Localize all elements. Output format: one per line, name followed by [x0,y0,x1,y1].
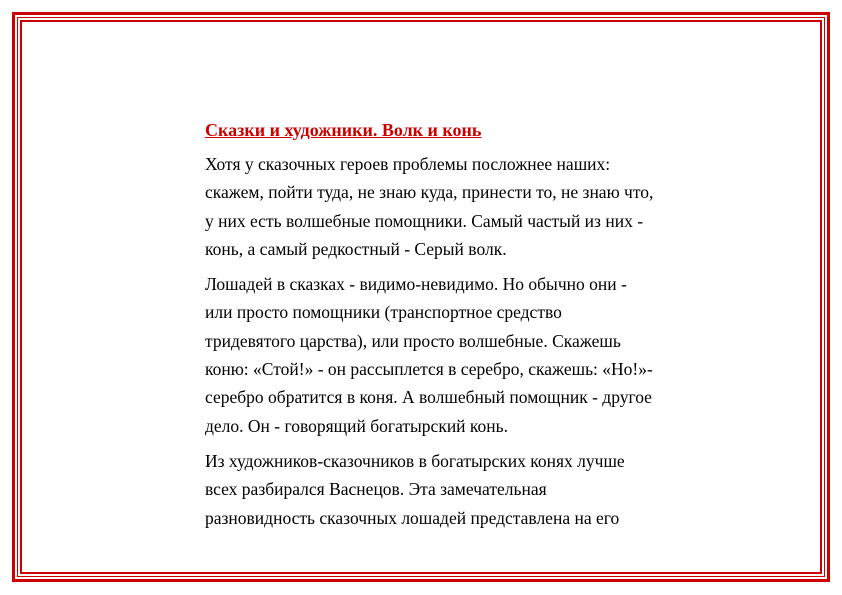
paragraph-line: всех разбирался Васнецов. Эта замечательная [205,479,547,500]
paragraph-line: коню: «Стой!» - он рассыплется в серебро, скажешь: «Но!»- [205,359,653,380]
paragraph-line: тридевятого царства), или просто волшебные. Скажешь [205,330,621,351]
paragraph-1 [205,150,735,263]
paragraph-line: дело. Он - говорящий богатырский конь. [205,415,509,436]
paragraph-line: Из художников-сказочников в богатырских конях лучше [205,450,625,471]
paragraph-3 [205,447,735,532]
paragraph-line: или просто помощники (транспортное средство [205,302,562,323]
paragraph-line: скажем, пойти туда, не знаю куда, принести то, не знаю что, [205,182,654,203]
paragraph-line: Хотя у сказочных героев проблемы посложнее наших: [205,154,611,174]
paragraph-line: у них есть волшебные помощники. Самый частый из них - [205,210,644,231]
paragraph-line: разновидность сказочных лошадей представлена на его [205,507,620,528]
document-body [205,116,735,539]
paragraph-line: конь, а самый редкостный - Серый волк. [205,238,507,259]
paragraph-2 [205,270,735,440]
paragraph-line: Лошадей в сказках - видимо-невидимо. Но обычно они - [205,274,627,295]
page-title: Сказки и художники. Волк и конь [205,120,482,140]
paragraph-line: серебро обратится в коня. А волшебный помощник - другое [205,387,652,408]
